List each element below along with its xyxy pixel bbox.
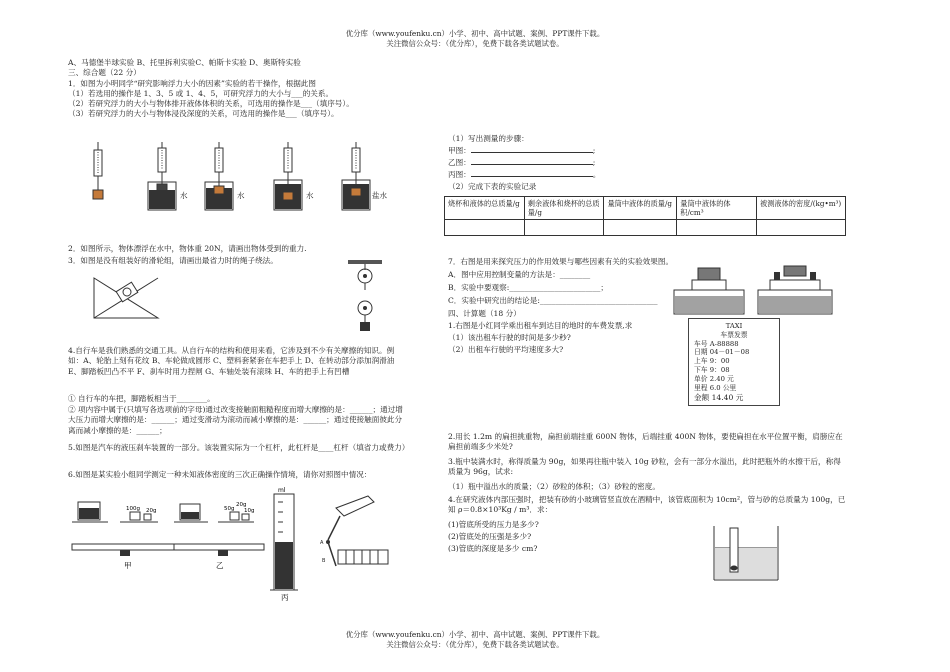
options-line: A、马德堡半球实验 B、托里拆利实验C、帕斯卡实验 D、奥斯特实验 (68, 58, 301, 67)
q7-part-b: B．实验中要观察:________________________； (448, 283, 609, 292)
header-line-2: 关注微信公众号：（优分库），免费下载各类试题试卷。 (386, 38, 564, 48)
calc-1-a: （1）该出租车行驶的时间是多少秒? (448, 333, 571, 342)
q6-part-2: （2）完成下表的实验记录 (448, 182, 537, 191)
svg-text:A: A (320, 540, 324, 546)
q4-part-2: ② 项内容中属于(只填写各选项前的字母)通过改变接触面粗糙程度而增大摩擦的是：______；通过增大压力而增大摩擦的是：______；通过变滑动为滚动而减小摩擦的是：______；通过使接触面彼此分离而减小摩擦的是：______； (68, 405, 403, 435)
q7-part-a: A．图中应用控制变量的方法是：________ (448, 270, 591, 279)
header-line-1: 优分库（www.youfenku.cn）小学、初中、高中试题、案例、PPT课件下载。 (345, 29, 605, 38)
section-4-title: 四、计算题（18 分） (448, 309, 521, 318)
q1-intro: 1．如图为小明同学“研究影响浮力大小的因素”实验的若干操作，根据此图 (68, 78, 316, 88)
spring-scale-4 (274, 142, 314, 210)
td-cylinder-volume[interactable] (677, 220, 757, 236)
receipt-date: 日期 04－01－08 (694, 348, 750, 357)
beaker-label-3: 水 (306, 191, 314, 200)
calc-1: 1.右图是小红同学乘出租车到达目的地时的车费发票,求 (448, 321, 633, 330)
receipt-on: 上车 9：00 (694, 357, 730, 366)
label-ml: ml (278, 487, 286, 494)
td-remaining-mass[interactable] (524, 220, 604, 236)
q2-text: 2．如图所示，物体漂浮在水中，物体重 20N，请画出物体受到的重力. (68, 244, 307, 253)
section-3-title: 三、综合题（22 分） (68, 68, 141, 78)
calc-3: 3.瓶中装满水时，称得质量为 90g，如果再往瓶中装入 10g 砂粒，会有一部分水溢出，此时把瓶外的水擦干后，称得质量为 96g，试求: (448, 457, 841, 477)
pressure-figure (670, 262, 840, 320)
label-bing: 丙 (281, 593, 289, 602)
td-cylinder-mass[interactable] (604, 220, 677, 236)
calc-4-3: (3)管底的深度是多少 cm? (448, 544, 538, 553)
receipt-amount: 金额 14.40 元 (694, 392, 744, 402)
q7-part-c: C．实验中研究出的结论是:_______________________________ (448, 296, 658, 305)
receipt-subtitle: 车票发票 (720, 330, 748, 339)
th-total-mass: 烧杯和液体的总质量/g (445, 197, 525, 220)
spring-scale-5 (342, 142, 387, 210)
spring-scale-2 (148, 142, 188, 210)
svg-text:B: B (322, 558, 326, 564)
receipt-title: TAXI (725, 322, 743, 330)
weight-10g: 10g (244, 508, 255, 514)
q6-part-1: （1）写出测量的步骤： (448, 134, 529, 143)
step-jia: 甲图： ; (448, 146, 596, 155)
weight-20g-a: 20g (146, 508, 157, 514)
td-total-mass[interactable] (445, 220, 525, 236)
q1-part-b: （2）若研究浮力的大小与物体排开液体体积的关系，可选用的操作是___（填序号）。 (68, 99, 354, 108)
left-column (68, 58, 428, 120)
label-yi: 乙 (216, 561, 224, 570)
calc-4-1: (1)管底所受的压力是多少? (448, 520, 539, 529)
q5-text: 5.如图是汽车的液压刹车装置的一部分。该装置实际为一个杠杆，此杠杆是____杠杆（填省力或费力） (68, 443, 410, 452)
q4-part-1: ① 自行车的车把，脚踏板相当于________。 (68, 394, 215, 403)
record-table (444, 196, 846, 236)
buoyancy-figure (80, 140, 400, 215)
step-jia-label: 甲图： (448, 146, 471, 155)
weight-50g: 50g (224, 506, 235, 512)
step-bing-label: 丙图： (448, 170, 471, 179)
footer-line-2: 关注微信公众号：（优分库），免费下载各类试题试卷。 (386, 639, 564, 649)
receipt-distance: 里程 6.0 公里 (694, 383, 737, 392)
td-density[interactable] (757, 220, 846, 236)
q1-part-c: （3）若研究浮力的大小与物体浸没深度的关系，可选用的操作是___（填序号）。 (68, 109, 339, 119)
label-jia: 甲 (124, 561, 132, 570)
density-figure (68, 482, 408, 602)
calc-2: 2.用长 1.2m 的扁担挑重物，扁担前端挂重 600N 物体，后端挂重 400N 物体，要使扁担在水平位置平衡，肩膀应在扁担前端多少米处? (448, 432, 843, 452)
balance-jia (72, 502, 182, 570)
alcohol-beaker-figure (710, 522, 782, 584)
page-header (0, 29, 950, 49)
q4-text: 4.自行车是我们熟悉的交通工具。从自行车的结构和使用来看，它涉及到不少有关摩擦的知识。例如：A、轮胎上刻有花纹 B、车轮做成圆形 C、塑料套紧套在车把手上 D、在转动部分添加润滑油 E、脚踏板凹凸不平 F、刹车时用力捏闸 G、车轴处装有滚珠 H、车的把手上有凹槽 (68, 346, 395, 376)
weight-20g-b: 20g (236, 502, 247, 508)
weight-100g: 100g (126, 506, 140, 512)
calc-3-sub: （1）瓶中溢出水的质量；（2）砂粒的体积；（3）砂粒的密度。 (448, 482, 660, 491)
incline-figure (92, 272, 162, 322)
q6-text: 6.如图是某实验小组同学测定一种未知液体密度的三次正确操作情境，请你对照图中情况： (68, 470, 372, 479)
cylinder-bing (270, 487, 298, 602)
q1-part-a: （1）若选用的操作是 1、3、5 或 1、4、5，可研究浮力的大小与___的关系。 (68, 88, 334, 98)
calc-4: 4.在研究液体内部压强时，把装有砂的小玻璃管竖直放在酒精中，该管底面积为 10cm²，管与砂的总质量为 100g，已知 ρ＝0.8×10³Kg / m³．求： (448, 495, 846, 515)
q3-text: 3．如图是没有组装好的滑轮组，请画出最省力时的绳子绕法。 (68, 256, 278, 265)
th-remaining-mass: 剩余液体和烧杯的总质量/g (524, 197, 604, 220)
brake-pedal-figure (320, 496, 388, 566)
th-cylinder-mass: 量筒中液体的质量/g (604, 197, 677, 220)
step-yi: 乙图： ; (448, 158, 596, 167)
balance-yi (174, 502, 264, 570)
beaker-label-4: 盐水 (372, 191, 387, 200)
beaker-label-1: 水 (180, 191, 188, 200)
calc-4-2: (2)管底处的压强是多少? (448, 532, 532, 541)
step-bing: 丙图： 。 (448, 170, 601, 179)
spring-scale-1 (93, 142, 103, 199)
pulley-figure (340, 258, 390, 348)
th-cylinder-volume: 量筒中液体的体积/cm³ (677, 197, 757, 220)
beaker-label-2: 水 (237, 191, 245, 200)
page-footer (0, 630, 950, 650)
calc-1-b: （2）出租车行驶的平均速度多大? (448, 345, 564, 354)
step-yi-label: 乙图： (448, 158, 471, 167)
receipt-car: 车号 A-88888 (694, 339, 739, 348)
receipt-price: 单价 2.40 元 (694, 374, 734, 383)
q7-text: 7．右图是用来探究压力的作用效果与哪些因素有关的实验效果图。 (448, 257, 674, 266)
th-density: 被测液体的密度/(kg•m³) (757, 197, 846, 220)
spring-scale-3 (205, 142, 245, 210)
taxi-receipt (688, 318, 780, 406)
receipt-off: 下车 9：08 (694, 366, 730, 375)
footer-line-1: 优分库（www.youfenku.cn）小学、初中、高中试题、案例、PPT课件下载。 (345, 630, 605, 639)
